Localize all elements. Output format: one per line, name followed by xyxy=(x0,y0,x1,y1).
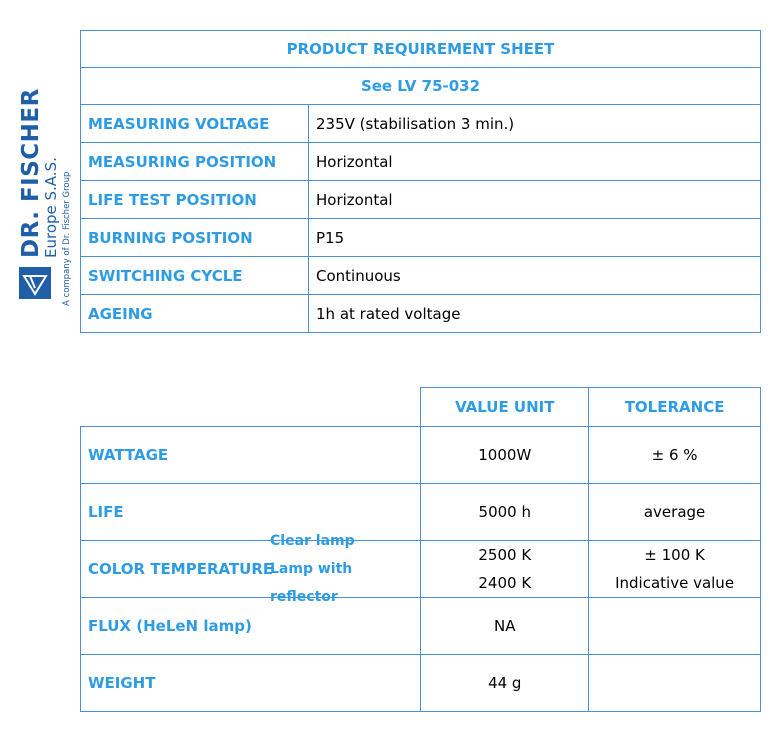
wattage-label: WATTAGE xyxy=(81,427,421,484)
table-row xyxy=(81,598,761,655)
row-label: BURNING POSITION xyxy=(81,219,309,257)
weight-value: 44 g xyxy=(421,655,589,712)
spec-header-empty xyxy=(81,388,421,427)
table-row xyxy=(81,295,761,333)
color-temperature-tolerances xyxy=(589,541,761,598)
table-row xyxy=(81,181,761,219)
logo-group: A company of Dr. Fischer Group xyxy=(62,171,72,306)
row-value: Horizontal xyxy=(309,143,761,181)
table-row xyxy=(81,143,761,181)
weight-label: WEIGHT xyxy=(81,655,421,712)
row-value: Continuous xyxy=(309,257,761,295)
flux-value: NA xyxy=(421,598,589,655)
wattage-tolerance: ± 6 % xyxy=(589,427,761,484)
value-unit-header: VALUE UNIT xyxy=(421,388,589,427)
sheet-reference-row xyxy=(81,68,761,105)
flux-tolerance xyxy=(589,598,761,655)
clear-lamp-tolerance: ± 100 K xyxy=(644,546,705,564)
logo-emblem-icon xyxy=(18,266,52,300)
table-row xyxy=(81,105,761,143)
color-temperature-label: COLOR TEMPERATURE xyxy=(88,560,274,578)
table-row xyxy=(81,257,761,295)
life-tolerance: average xyxy=(589,484,761,541)
row-value: 1h at rated voltage xyxy=(309,295,761,333)
flux-label: FLUX (HeLeN lamp) xyxy=(81,598,421,655)
row-value: 235V (stabilisation 3 min.) xyxy=(309,105,761,143)
reflector-lamp-label: Lamp with reflector xyxy=(270,561,353,605)
requirement-table xyxy=(80,30,761,333)
logo-brand: DR. FISCHER xyxy=(18,88,44,258)
sheet-title-row xyxy=(81,31,761,68)
row-label: AGEING xyxy=(81,295,309,333)
weight-tolerance xyxy=(589,655,761,712)
table-row xyxy=(81,484,761,541)
sheet-reference: See LV 75-032 xyxy=(81,68,761,105)
clear-lamp-value: 2500 K xyxy=(478,546,532,564)
row-value: Horizontal xyxy=(309,181,761,219)
reflector-lamp-value: 2400 K xyxy=(478,574,532,592)
reflector-lamp-tolerance: Indicative value xyxy=(615,574,735,592)
spec-header-row xyxy=(81,388,761,427)
spec-table xyxy=(80,387,761,712)
wattage-value: 1000W xyxy=(421,427,589,484)
life-label: LIFE xyxy=(81,484,421,541)
color-temperature-cell xyxy=(81,533,421,605)
row-label: MEASURING POSITION xyxy=(81,143,309,181)
row-value: P15 xyxy=(309,219,761,257)
color-temperature-values xyxy=(421,541,589,598)
sheet-title: PRODUCT REQUIREMENT SHEET xyxy=(81,31,761,68)
table-row xyxy=(81,655,761,712)
logo-subtitle: Europe S.A.S. xyxy=(42,157,60,258)
table-row xyxy=(81,541,761,598)
row-label: MEASURING VOLTAGE xyxy=(81,105,309,143)
tolerance-header: TOLERANCE xyxy=(589,388,761,427)
life-value: 5000 h xyxy=(421,484,589,541)
row-label: LIFE TEST POSITION xyxy=(81,181,309,219)
table-row xyxy=(81,427,761,484)
color-temperature-sublabels xyxy=(270,533,420,605)
row-label: SWITCHING CYCLE xyxy=(81,257,309,295)
clear-lamp-label: Clear lamp xyxy=(270,533,355,549)
table-row xyxy=(81,219,761,257)
